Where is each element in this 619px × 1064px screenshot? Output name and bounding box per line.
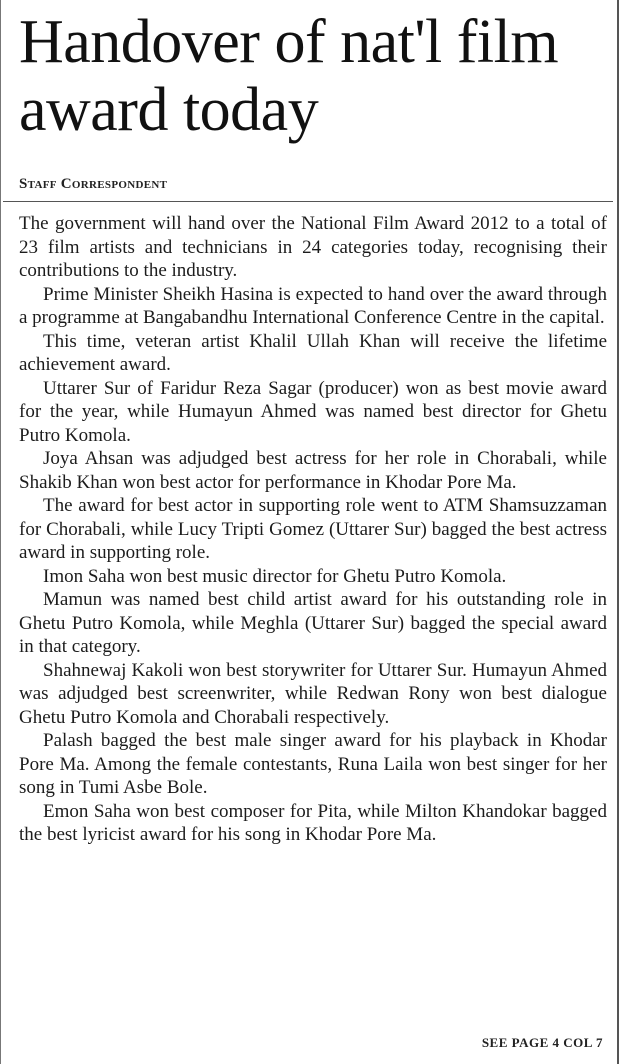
byline-divider <box>3 201 613 202</box>
paragraph: The award for best actor in supporting role went to ATM Shamsuzzaman for Chorabali, while Lucy Tripti Gomez (Uttarer Sur) bagged the best actress award in supporting role. <box>19 495 607 563</box>
paragraph: Imon Saha won best music director for Ghetu Putro Komola. <box>43 565 507 587</box>
paragraph: Mamun was named best child artist award for his outstanding role in Ghetu Putro Komola, while Meghla (Uttarer Sur) bagged the special award in that category. <box>19 589 607 657</box>
paragraph: This time, veteran artist Khalil Ullah Khan will receive the lifetime achievement award. <box>19 330 607 375</box>
paragraph: Uttarer Sur of Faridur Reza Sagar (producer) won as best movie award for the year, while Humayun Ahmed was named best director for Ghetu Putro Komola. <box>19 377 607 446</box>
paragraph: The government will hand over the National Film Award 2012 to a total of 23 film artists and technicians in 24 categories today, recognising their contributions to the industry. <box>19 213 607 281</box>
paragraph: Joya Ahsan was adjudged best actress for her role in Chorabali, while Shakib Khan won best actor for performance in Khodar Pore Ma. <box>19 448 607 493</box>
article-body <box>19 212 607 847</box>
headline: Handover of nat'l film award today <box>19 8 559 144</box>
continuation-note: SEE PAGE 4 COL 7 <box>481 1035 603 1050</box>
paragraph: Prime Minister Sheikh Hasina is expected to hand over the award through a programme at Bangabandhu International Conference Centre in the capital. <box>19 283 607 328</box>
paragraph: Shahnewaj Kakoli won best storywriter for Uttarer Sur. Humayun Ahmed was adjudged best screenwriter, while Redwan Rony won best dialogue Ghetu Putro Komola and Chorabali respectively. <box>19 659 607 728</box>
byline: Staff Correspondent <box>19 176 168 192</box>
paragraph: Emon Saha won best composer for Pita, while Milton Khandokar bagged the best lyricist award for his song in Khodar Pore Ma. <box>19 800 607 845</box>
paragraph: Palash bagged the best male singer award for his playback in Khodar Pore Ma. Among the female contestants, Runa Laila won best singer for her song in Tumi Asbe Bole. <box>19 730 607 798</box>
